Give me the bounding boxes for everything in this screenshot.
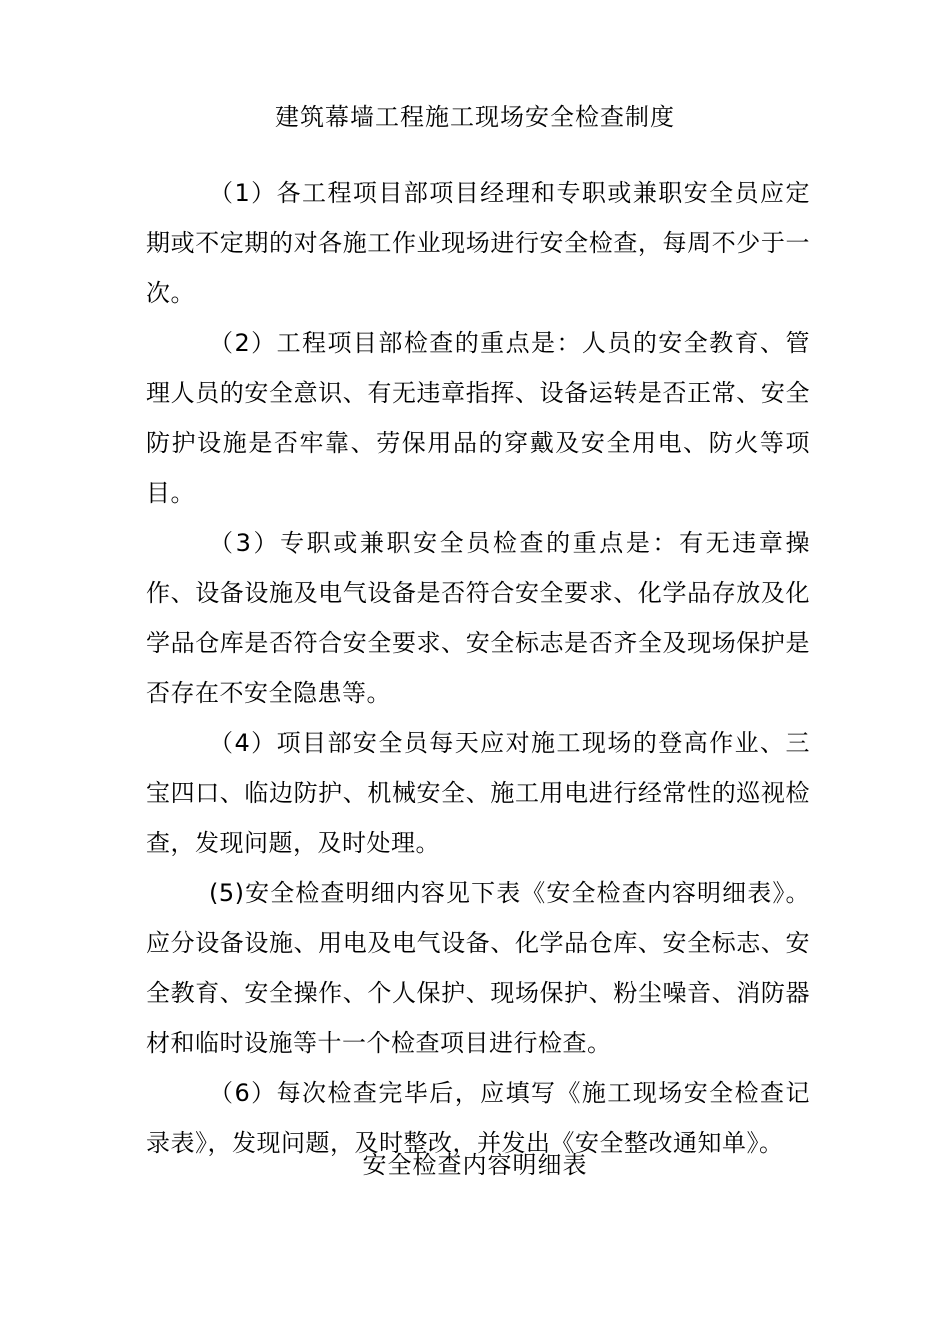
- paragraph-6: （6）每次检查完毕后，应填写《施工现场安全检查记录表》，发现问题，及时整改，并发出《安全整改通知单》。: [146, 1079, 810, 1157]
- document-title: 建筑幕墙工程施工现场安全检查制度: [275, 103, 675, 131]
- paragraph-2: （2）工程项目部检查的重点是：人员的安全教育、管理人员的安全意识、有无违章指挥、设备运转是否正常、安全防护设施是否牢靠、劳保用品的穿戴及安全用电、防火等项目。: [146, 329, 810, 507]
- paragraph-3: （3）专职或兼职安全员检查的重点是：有无违章操作、设备设施及电气设备是否符合安全要求、化学品存放及化学品仓库是否符合安全要求、安全标志是否齐全及现场保护是否存在不安全隐患等。: [146, 529, 810, 707]
- paragraph-1: （1）各工程项目部项目经理和专职或兼职安全员应定期或不定期的对各施工作业现场进行安全检查，每周不少于一次。: [146, 179, 810, 307]
- paragraph-5: (5)安全检查明细内容见下表《安全检查内容明细表》。应分设备设施、用电及电气设备、化学品仓库、安全标志、安全教育、安全操作、个人保护、现场保护、粉尘噪音、消防器材和临时设施等十一个检查项目进行检查。: [146, 879, 810, 1057]
- paragraph-4: （4）项目部安全员每天应对施工现场的登高作业、三宝四口、临边防护、机械安全、施工用电进行经常性的巡视检查，发现问题，及时处理。: [146, 729, 810, 857]
- table-title: 安全检查内容明细表: [362, 1151, 588, 1179]
